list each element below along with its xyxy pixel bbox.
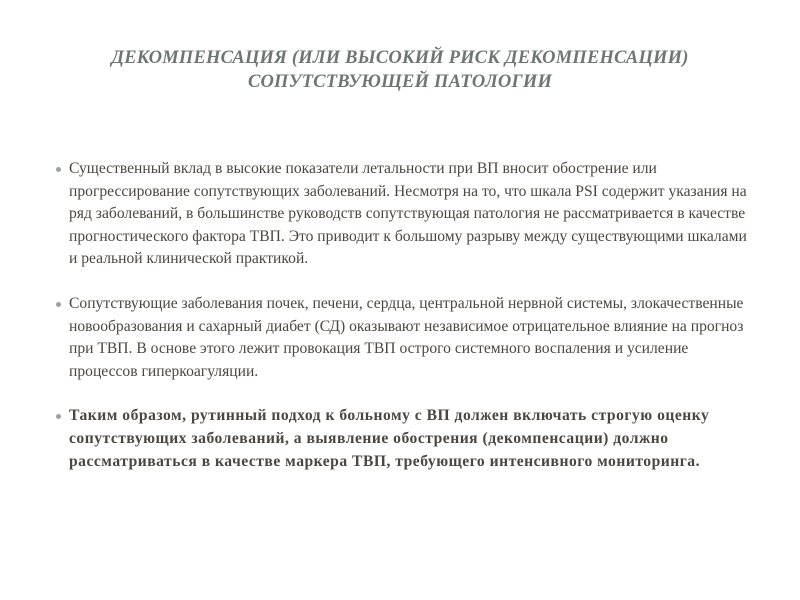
title-line-1: ДЕКОМПЕНСАЦИЯ (ИЛИ ВЫСОКИЙ РИСК ДЕКОМПЕНСАЦИИ)	[111, 48, 689, 68]
bullet-dot-icon	[56, 414, 61, 419]
bullet-item	[54, 158, 754, 271]
title-line-2: СОПУТСТВУЮЩЕЙ ПАТОЛОГИИ	[247, 72, 553, 92]
bullet-dot-icon	[56, 167, 61, 172]
slide-title	[40, 46, 760, 94]
bullet-text: Таким образом, рутинный подход к больному с ВП должен включать строгую оценку сопутствующих заболеваний, а выявление обострения (декомпенсации) должно рассматриваться в качестве маркера ТВП, требующего интенсивного мониторинга.	[69, 407, 710, 470]
bullet-text: Существенный вклад в высокие показатели летальности при ВП вносит обострение или прогрессирование сопутствующих заболеваний. Несмотря на то, что шкала PSI содержит указания на ряд заболеваний, в большинстве руководств сопутствующая патология не рассматривается в качестве прогностического фактора ТВП. Это приводит к большому разрыву между существующими шкалами и реальной клинической практикой.	[69, 160, 747, 268]
bullet-item-conclusion	[54, 405, 754, 473]
slide-body	[54, 158, 754, 473]
bullet-item	[54, 293, 754, 383]
bullet-dot-icon	[56, 302, 61, 307]
bullet-text: Сопутствующие заболевания почек, печени, сердца, центральной нервной системы, злокачественные новообразования и сахарный диабет (СД) оказывают независимое отрицательное влияние на прогноз при ТВП. В основе этого лежит провокация ТВП острого системного воспаления и усиление процессов гиперкоагуляции.	[69, 294, 744, 380]
